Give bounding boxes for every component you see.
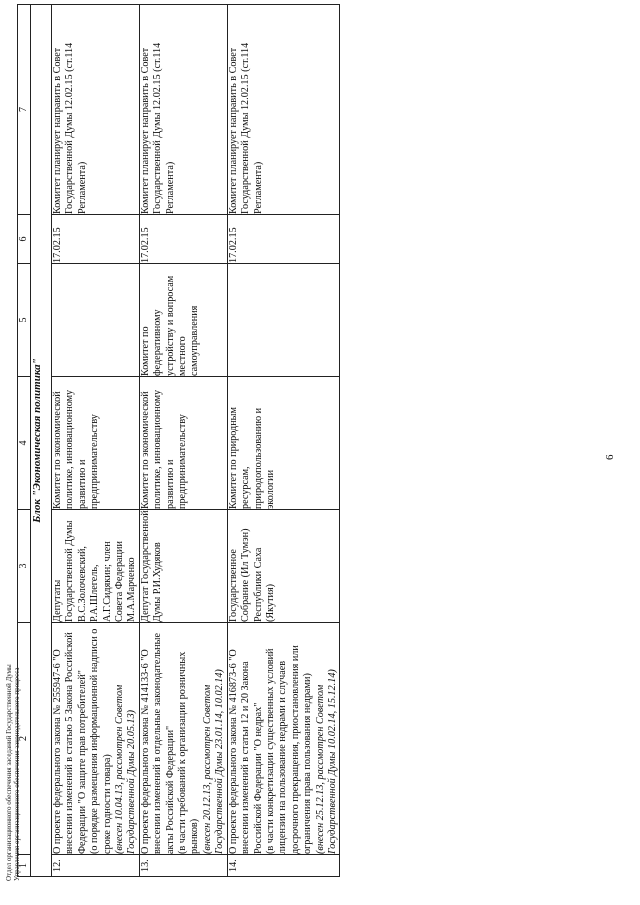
col-header-1: 1: [18, 855, 31, 877]
col-header-3: 3: [18, 510, 31, 623]
col-header-4: 4: [18, 377, 31, 510]
date: 17.02.15: [52, 215, 140, 264]
bill-cell: [139, 623, 227, 855]
responsible-committee: Комитет по природным ресурсам, природопользованию и экологии: [227, 377, 340, 510]
block-title: Блок "Экономическая политика": [31, 5, 52, 877]
note: Комитет планирует направить в Совет Государственной Думы 12.02.15 (ст.114 Регламента): [139, 5, 227, 215]
footer-line-2: Управления организационного обеспечения законодательного процесса: [13, 667, 21, 881]
bill-title: О проекте федерального закона № 416873-6 "О внесении изменений в статьи 12 и 20 Закона Российской Федерации "О недрах": [227, 649, 264, 854]
bill-author: Депутат Государственной Думы Р.И.Худяков: [139, 510, 227, 623]
bill-author: Государственное Собрание (Ил Тумэн) Республики Саха (Якутия): [227, 510, 340, 623]
bill-cell: [227, 623, 340, 855]
col-header-2: 2: [18, 623, 31, 855]
col-header-5: 5: [18, 264, 31, 377]
responsible-committee: Комитет по экономической политике, инновационному развитию и предпринимательству: [52, 377, 140, 510]
bill-intro: (внесен 20.12.13, рассмотрен Советом Государственной Думы 23.01.14, 10.02.14): [201, 669, 226, 854]
note: Комитет планирует направить в Совет Государственной Думы 12.02.15 (ст.114 Регламента): [52, 5, 140, 215]
table-row: [52, 5, 140, 877]
page-number: 6: [604, 454, 616, 460]
bill-intro: (внесен 25.12.13, рассмотрен Советом Государственной Думы 10.02.14, 15.12.14): [314, 669, 338, 854]
co-committee: Комитет по федеративному устройству и вопросам местного самоуправления: [139, 264, 227, 377]
bill-subject: (в части требований к организации розничных рынков): [177, 651, 201, 854]
table-row: [227, 5, 340, 877]
bill-intro: (внесен 10.04.13, рассмотрен Советом Государственной Думы 20.05.13): [114, 684, 138, 854]
bill-title: О проекте федерального закона № 414133-6 "О внесении изменений в отдельные законодательные акты Российской Федерации": [139, 632, 176, 854]
row-number: 13.: [139, 855, 227, 877]
bill-author: Депутаты Государственной Думы В.С.Золочевский, Р.А.Шлегель, А.Г.Сидякин; член Совета Федерации М.А.Марченко: [52, 510, 140, 623]
row-number: 14.: [227, 855, 340, 877]
note: Комитет планирует направить в Совет Государственной Думы 12.02.15 (ст.114 Регламента): [227, 5, 340, 215]
co-committee: [52, 264, 140, 377]
table-row: [139, 5, 227, 877]
responsible-committee: Комитет по экономической политике, инновационному развитию и предпринимательству: [139, 377, 227, 510]
date: 17.02.15: [139, 215, 227, 264]
col-header-7: 7: [18, 5, 31, 215]
footer: [5, 664, 21, 881]
agenda-table: [17, 4, 340, 877]
date: 17.02.15: [227, 215, 340, 264]
bill-title: О проекте федерального закона № 255947-6 "О внесении изменений в статью 5 Закона Российской Федерации "О защите прав потребителей": [52, 632, 88, 854]
bill-subject: (о порядке размещения информационной надписи о сроке годности товара): [89, 628, 113, 854]
co-committee: [227, 264, 340, 377]
row-number: 12.: [52, 855, 140, 877]
bill-cell: [52, 623, 140, 855]
footer-line-1: Отдел организационного обеспечения заседаний Государственной Думы: [5, 664, 13, 881]
bill-subject: (в части конкретизации существенных условий лицензии на пользование недрами и случаев досрочного прекращения, приостановления или ограничения права пользования недрами): [264, 645, 314, 854]
block-title-row: [31, 5, 52, 877]
col-header-6: 6: [18, 215, 31, 264]
